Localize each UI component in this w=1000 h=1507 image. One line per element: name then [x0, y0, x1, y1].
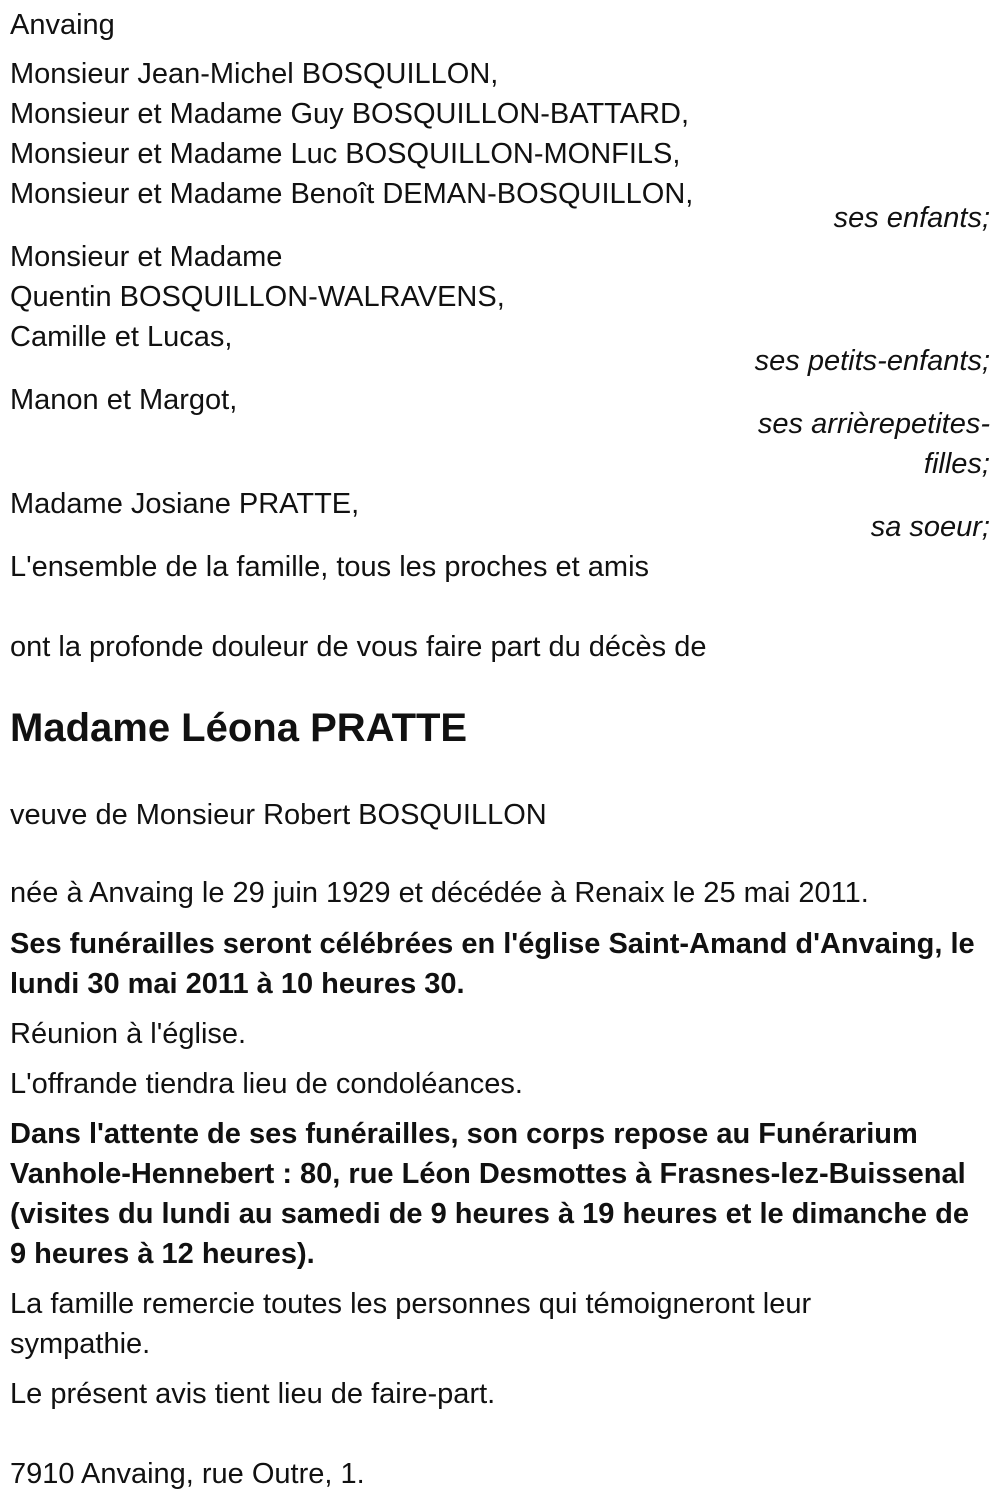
paragraph-line: La famille remercie toutes les personnes qui témoigneront leur [10, 1288, 812, 1320]
meeting-text: Réunion à l'église. [10, 1018, 247, 1050]
family-member-name: Manon et Margot, [10, 384, 238, 416]
family-group-grandchildren [10, 237, 990, 357]
offering-text: L'offrande tiendra lieu de condoléances. [10, 1068, 523, 1100]
paragraph-line: (visites du lundi au samedi de 9 heures à 19 heures et le dimanche de [10, 1198, 969, 1230]
relation-label: sa soeur; [870, 511, 990, 543]
family-member-name: Monsieur et Madame Guy BOSQUILLON-BATTARD, [10, 98, 690, 130]
paragraph-line: sympathie. [10, 1328, 151, 1360]
family-member-name: Madame Josiane PRATTE, [10, 488, 360, 520]
family-group-children [10, 54, 990, 214]
family-member-name: Monsieur et Madame [10, 241, 283, 273]
relation-label: ses enfants; [833, 202, 990, 234]
announcement-text: ont la profonde douleur de vous faire part du décès de [10, 631, 707, 663]
deceased-name: Madame Léona PRATTE [10, 706, 468, 750]
place-header: Anvaing [10, 9, 115, 41]
family-member-name: Camille et Lucas, [10, 321, 233, 353]
paragraph-line: Dans l'attente de ses funérailles, son corps repose au Funérarium [10, 1118, 918, 1150]
family-address: 7910 Anvaing, rue Outre, 1. [10, 1458, 365, 1490]
paragraph-line: 9 heures à 12 heures). [10, 1238, 315, 1270]
notice-text: Le présent avis tient lieu de faire-part. [10, 1378, 496, 1410]
relation-label-line: filles; [923, 448, 990, 480]
paragraph-line: Ses funérailles seront célébrées en l'église Saint-Amand d'Anvaing, le [10, 928, 975, 960]
thanks-paragraph [10, 1284, 990, 1364]
relation-label-line: ses arrièrepetites- [757, 408, 990, 440]
family-others: L'ensemble de la famille, tous les proches et amis [10, 551, 650, 583]
family-member-name: Quentin BOSQUILLON-WALRAVENS, [10, 281, 505, 313]
paragraph-line: lundi 30 mai 2011 à 10 heures 30. [10, 968, 465, 1000]
family-member-name: Monsieur et Madame Luc BOSQUILLON-MONFILS, [10, 138, 681, 170]
funerarium-paragraph [10, 1114, 990, 1274]
birth-death-text: née à Anvaing le 29 juin 1929 et décédée à Renaix le 25 mai 2011. [10, 877, 869, 909]
family-member-name: Monsieur Jean-Michel BOSQUILLON, [10, 58, 499, 90]
relation-label: ses petits-enfants; [754, 345, 990, 377]
widow-of-text: veuve de Monsieur Robert BOSQUILLON [10, 799, 547, 831]
paragraph-line: Vanhole-Hennebert : 80, rue Léon Desmottes à Frasnes-lez-Buissenal [10, 1158, 966, 1190]
funeral-ceremony-paragraph [10, 924, 990, 1004]
family-member-name: Monsieur et Madame Benoît DEMAN-BOSQUILLON, [10, 178, 694, 210]
